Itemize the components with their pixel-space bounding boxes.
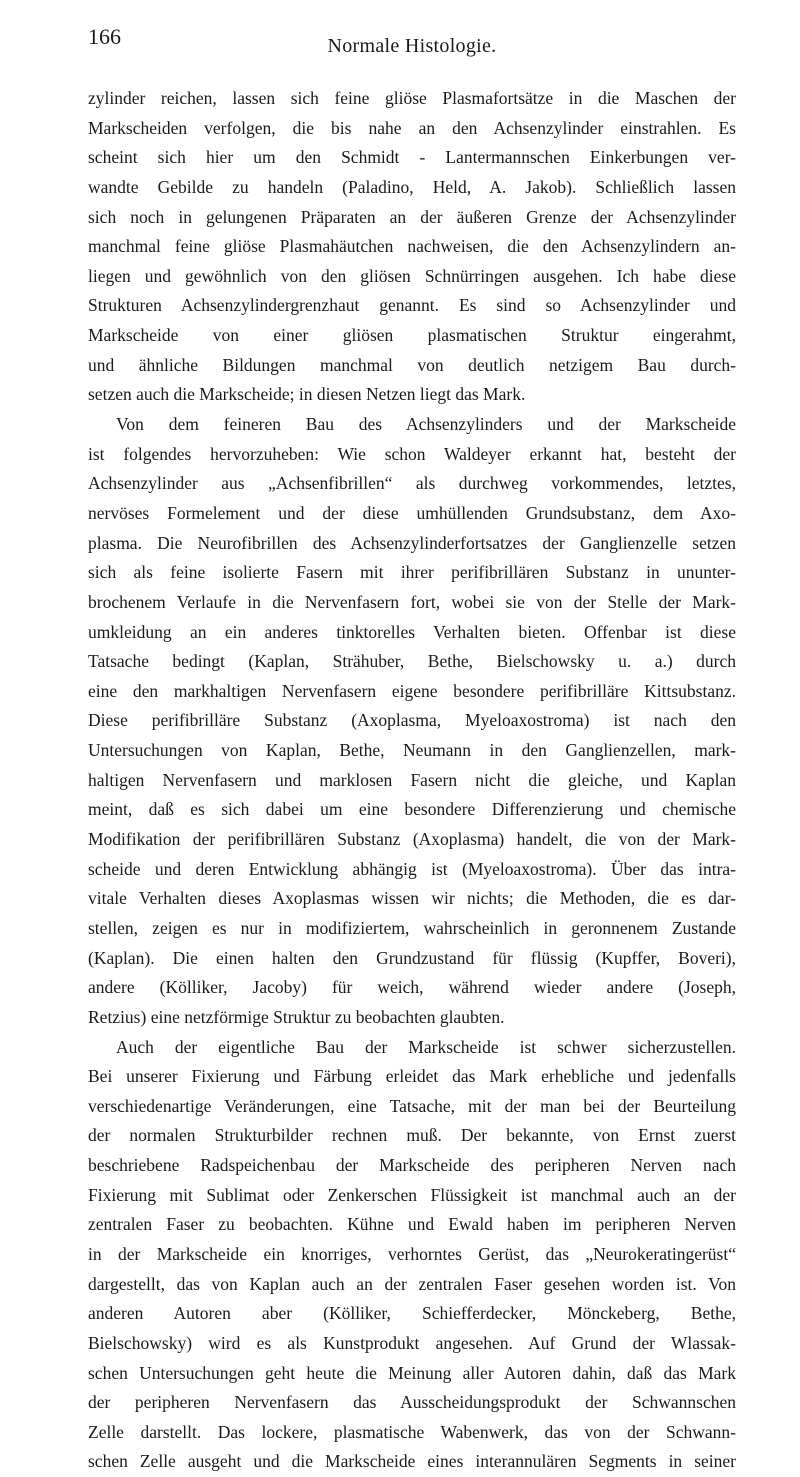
- text-line: anderen Autoren aber (Kölliker, Schiefferdecker, Mönckeberg, Bethe,: [88, 1303, 736, 1324]
- page-number: 166: [88, 24, 121, 49]
- text-line: vitale Verhalten dieses Axoplasmas wissen wir nichts; die Methoden, die es dar-: [88, 888, 736, 909]
- text-line: schen Untersuchungen geht heute die Meinung aller Autoren dahin, daß das Mark: [88, 1362, 736, 1383]
- text-line: Von dem feineren Bau des Achsenzylinders und der Markscheide: [116, 414, 736, 435]
- text-line: sich noch in gelungenen Präparaten an der äußeren Grenze der Achsenzylinder: [88, 206, 736, 227]
- text-line: Untersuchungen von Kaplan, Bethe, Neumann in den Ganglienzellen, mark-: [88, 740, 736, 761]
- text-line: eine den markhaltigen Nervenfasern eigene besondere perifibrilläre Kittsubstanz.: [88, 680, 736, 701]
- text-line: und ähnliche Bildungen manchmal von deutlich netzigem Bau durch-: [88, 354, 736, 375]
- text-line: nervöses Formelement und der diese umhüllenden Grundsubstanz, dem Axo-: [88, 502, 736, 523]
- text-line: in der Markscheide ein knorriges, verhorntes Gerüst, das „Neurokeratingerüst“: [88, 1243, 736, 1264]
- text-line: setzen auch die Markscheide; in diesen Netzen liegt das Mark.: [88, 384, 526, 405]
- text-line: brochenem Verlaufe in die Nervenfasern fort, wobei sie von der Stelle der Mark-: [88, 591, 736, 612]
- text-line: Markscheiden verfolgen, die bis nahe an den Achsenzylinder einstrahlen. Es: [88, 117, 736, 138]
- text-line: der normalen Strukturbilder rechnen muß. Der bekannte, von Ernst zuerst: [88, 1125, 736, 1146]
- text-line: Zelle darstellt. Das lockere, plasmatische Wabenwerk, das von der Schwann-: [88, 1421, 736, 1442]
- text-line: ist folgendes hervorzuheben: Wie schon Waldeyer erkannt hat, besteht der: [88, 443, 736, 464]
- text-line: umkleidung an ein anderes tinktorelles Verhalten bieten. Offenbar ist diese: [88, 621, 736, 642]
- text-line: Achsenzylinder aus „Achsenfibrillen“ als durchweg vorkommendes, letztes,: [88, 473, 736, 494]
- text-line: schen Zelle ausgeht und die Markscheide eines interannulären Segments in seiner: [88, 1451, 736, 1472]
- text-line: Strukturen Achsenzylindergrenzhaut genannt. Es sind so Achsenzylinder und: [88, 295, 736, 316]
- text-line: Modifikation der perifibrillären Substanz (Axoplasma) handelt, die von der Mark-: [88, 829, 736, 850]
- text-line: Tatsache bedingt (Kaplan, Strähuber, Bethe, Bielschowsky u. a.) durch: [88, 651, 736, 672]
- text-line: Bei unserer Fixierung und Färbung erleidet das Mark erhebliche und jedenfalls: [88, 1066, 736, 1087]
- text-line: manchmal feine gliöse Plasmahäutchen nachweisen, die den Achsenzylindern an-: [88, 236, 736, 257]
- text-line: Fixierung mit Sublimat oder Zenkerschen Flüssigkeit ist manchmal auch an der: [88, 1184, 736, 1205]
- text-line: plasma. Die Neurofibrillen des Achsenzylinderfortsatzes der Ganglienzelle setzen: [88, 532, 736, 553]
- text-line: (Kaplan). Die einen halten den Grundzustand für flüssig (Kupffer, Boveri),: [88, 947, 736, 968]
- text-line: scheint sich hier um den Schmidt - Lantermannschen Einkerbungen ver-: [88, 147, 736, 168]
- text-line: Markscheide von einer gliösen plasmatischen Struktur eingerahmt,: [88, 325, 736, 346]
- running-head: [88, 22, 736, 62]
- text-line: Bielschowsky) wird es als Kunstprodukt angesehen. Auf Grund der Wlassak-: [88, 1332, 736, 1353]
- text-line: meint, daß es sich dabei um eine besondere Differenzierung und chemische: [88, 799, 736, 820]
- text-line: zentralen Faser zu beobachten. Kühne und Ewald haben im peripheren Nerven: [88, 1214, 736, 1235]
- text-line: Auch der eigentliche Bau der Markscheide ist schwer sicherzustellen.: [116, 1036, 736, 1057]
- text-line: dargestellt, das von Kaplan auch an der zentralen Faser gesehen worden ist. Von: [88, 1273, 736, 1294]
- text-line: haltigen Nervenfasern und marklosen Fasern nicht die gleiche, und Kaplan: [88, 769, 736, 790]
- text-line: wandte Gebilde zu handeln (Paladino, Held, A. Jakob). Schließlich lassen: [88, 176, 736, 197]
- text-line: verschiedenartige Veränderungen, eine Tatsache, mit der man bei der Beurteilung: [88, 1095, 736, 1116]
- body-text: [88, 84, 736, 1477]
- text-line: zylinder reichen, lassen sich feine gliöse Plasmafortsätze in die Maschen der: [88, 88, 736, 108]
- text-line: scheide und deren Entwicklung abhängig ist (Myeloaxostroma). Über das intra-: [88, 858, 736, 879]
- text-line: andere (Kölliker, Jacoby) für weich, während wieder andere (Joseph,: [88, 977, 736, 998]
- text-line: Diese perifibrilläre Substanz (Axoplasma, Myeloaxostroma) ist nach den: [88, 710, 736, 731]
- text-line: stellen, zeigen es nur in modifiziertem, wahrscheinlich in geronnenem Zustande: [88, 917, 736, 938]
- text-line: beschriebene Radspeichenbau der Markscheide des peripheren Nerven nach: [88, 1155, 736, 1176]
- text-line: liegen und gewöhnlich von den gliösen Schnürringen ausgehen. Ich habe diese: [88, 265, 736, 286]
- text-line: Retzius) eine netzförmige Struktur zu beobachten glaubten.: [88, 1006, 505, 1027]
- running-title: Normale Histologie.: [327, 35, 497, 57]
- text-line: sich als feine isolierte Fasern mit ihrer perifibrillären Substanz in ununter-: [88, 562, 736, 583]
- text-line: der peripheren Nervenfasern das Ausscheidungsprodukt der Schwannschen: [88, 1392, 736, 1413]
